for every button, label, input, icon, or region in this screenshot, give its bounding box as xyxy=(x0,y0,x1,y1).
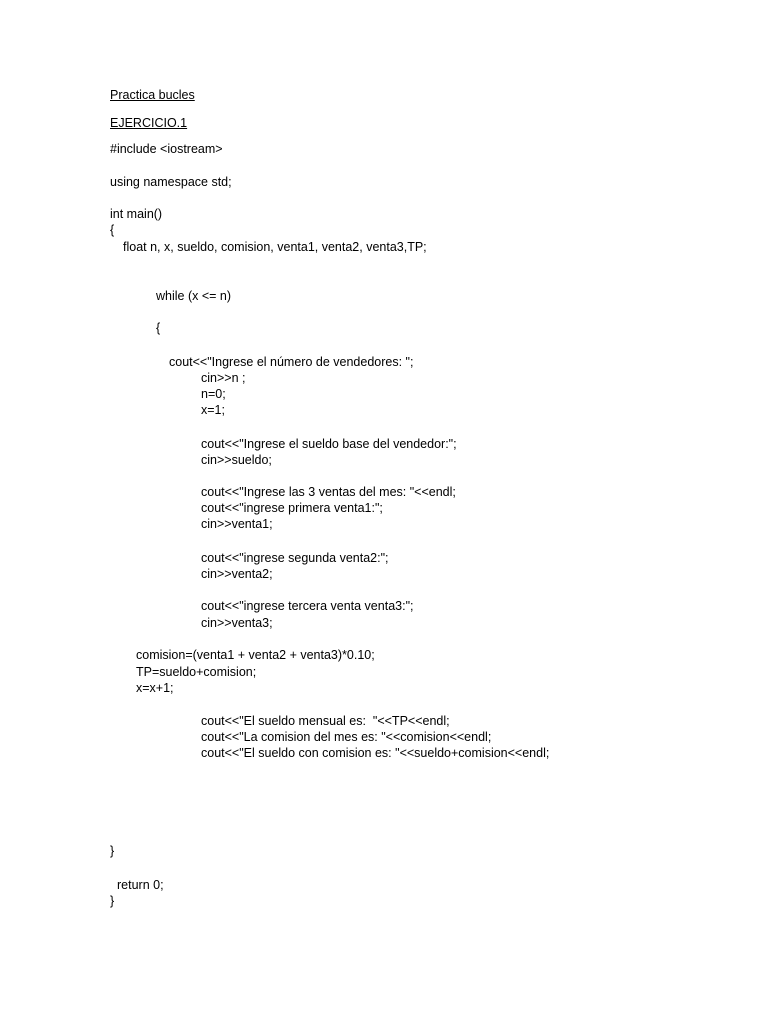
code-line: x=1; xyxy=(201,403,225,417)
code-line: } xyxy=(110,894,115,908)
code-line: cout<<"La comision del mes es: "<<comision<<endl; xyxy=(201,730,492,744)
code-line: comision=(venta1 + venta2 + venta3)*0.10; xyxy=(136,648,375,662)
code-line: n=0; xyxy=(201,387,226,401)
code-line: cin>>n ; xyxy=(201,371,246,385)
code-line: cin>>venta3; xyxy=(201,616,273,630)
code-line: cout<<"El sueldo con comision es: "<<sueldo+comision<<endl; xyxy=(201,746,550,760)
code-line: return 0; xyxy=(117,878,164,892)
code-line: cout<<"Ingrese el número de vendedores: "; xyxy=(169,355,414,369)
document-title: Practica bucles xyxy=(110,88,195,102)
code-line: using namespace std; xyxy=(110,175,232,189)
code-line: { xyxy=(156,321,161,335)
code-line: cout<<"Ingrese las 3 ventas del mes: "<<endl; xyxy=(201,485,456,499)
code-line: { xyxy=(110,223,115,237)
code-line: cout<<"ingrese tercera venta venta3:"; xyxy=(201,599,414,613)
code-line: float n, x, sueldo, comision, venta1, venta2, venta3,TP; xyxy=(123,240,427,254)
code-line: cout<<"Ingrese el sueldo base del vendedor:"; xyxy=(201,437,457,451)
code-line: while (x <= n) xyxy=(156,289,232,303)
code-line: cin>>venta2; xyxy=(201,567,273,581)
code-line: x=x+1; xyxy=(136,681,174,695)
code-line: cout<<"ingrese primera venta1:"; xyxy=(201,501,383,515)
section-heading: EJERCICIO.1 xyxy=(110,116,188,130)
code-line: cout<<"ingrese segunda venta2:"; xyxy=(201,551,389,565)
code-line: TP=sueldo+comision; xyxy=(136,665,257,679)
code-line: cin>>sueldo; xyxy=(201,453,272,467)
code-line: int main() xyxy=(110,207,163,221)
code-line: cin>>venta1; xyxy=(201,517,273,531)
code-line: cout<<"El sueldo mensual es: "<<TP<<endl; xyxy=(201,714,450,728)
code-line: #include <iostream> xyxy=(110,142,223,156)
code-line: } xyxy=(110,844,115,858)
